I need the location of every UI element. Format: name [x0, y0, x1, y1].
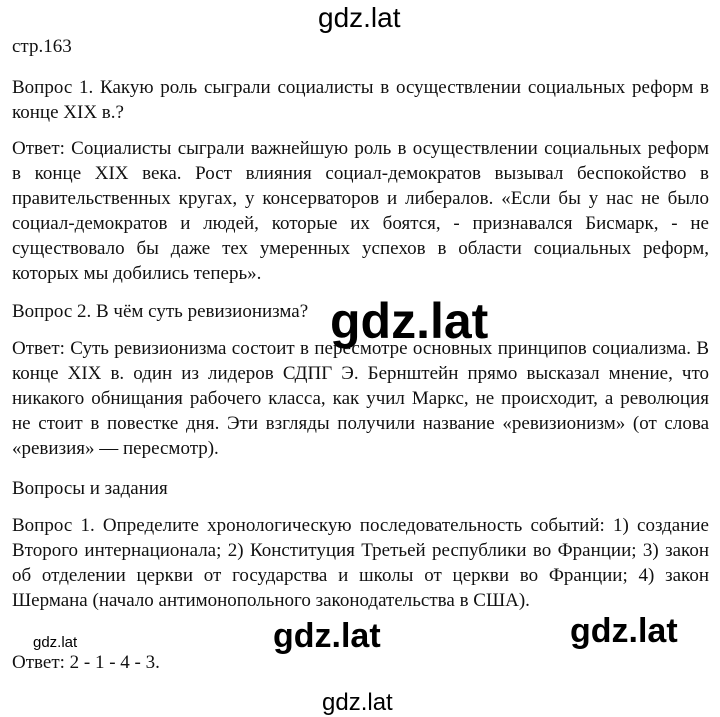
watermark-bottom: gdz.lat [322, 689, 393, 716]
watermark-small: gdz.lat [33, 634, 78, 651]
question-2: Вопрос 2. В чём суть ревизионизма? [12, 301, 309, 322]
watermark-lower-left: gdz.lat [273, 617, 381, 655]
watermark-top: gdz.lat [318, 2, 401, 33]
task-answer-1: Ответ: 2 - 1 - 4 - 3. [12, 652, 160, 673]
watermark-middle: gdz.lat [330, 293, 489, 349]
task-question-1: Вопрос 1. Определите хронологическую последовательность событий: 1) создание Второго интернационала; 2) Конституция Третьей республики во Франции; 3) закон об отделении церкви от государства и школы от церкви во Франции; 4) закон Шермана (начало антимонопольного законодательства в США). [12, 515, 709, 611]
watermark-lower-right: gdz.lat [570, 612, 678, 650]
section-title: Вопросы и задания [12, 478, 168, 499]
answer-1: Ответ: Социалисты сыграли важнейшую роль в осуществлении социальных реформ в конце XIX века. Рост влияния социал-демократов вызывал беспокойство в правительственных кругах, у консерваторов и либералов. «Если бы у нас не было социал-демократов и людей, которые их боятся, - признавался Бисмарк, - не существовало бы даже тех умеренных успехов в области социальных реформ, которых мы добились теперь». [12, 138, 709, 284]
page-reference: стр.163 [12, 36, 72, 57]
question-1: Вопрос 1. Какую роль сыграли социалисты в осуществлении социальных реформ в конце XIX в.? [12, 77, 709, 123]
answer-2: Ответ: Суть ревизионизма состоит в пересмотре основных принципов социализма. В конце XIX в. один из лидеров СДПГ Э. Бернштейн прямо высказал мнение, что никакого обнищания рабочего класса, как учил Маркс, не происходит, а революция не стоит в повестке дня. Эти взгляды получили название «ревизионизм» (от слова «ревизия» — пересмотр). [12, 338, 709, 459]
